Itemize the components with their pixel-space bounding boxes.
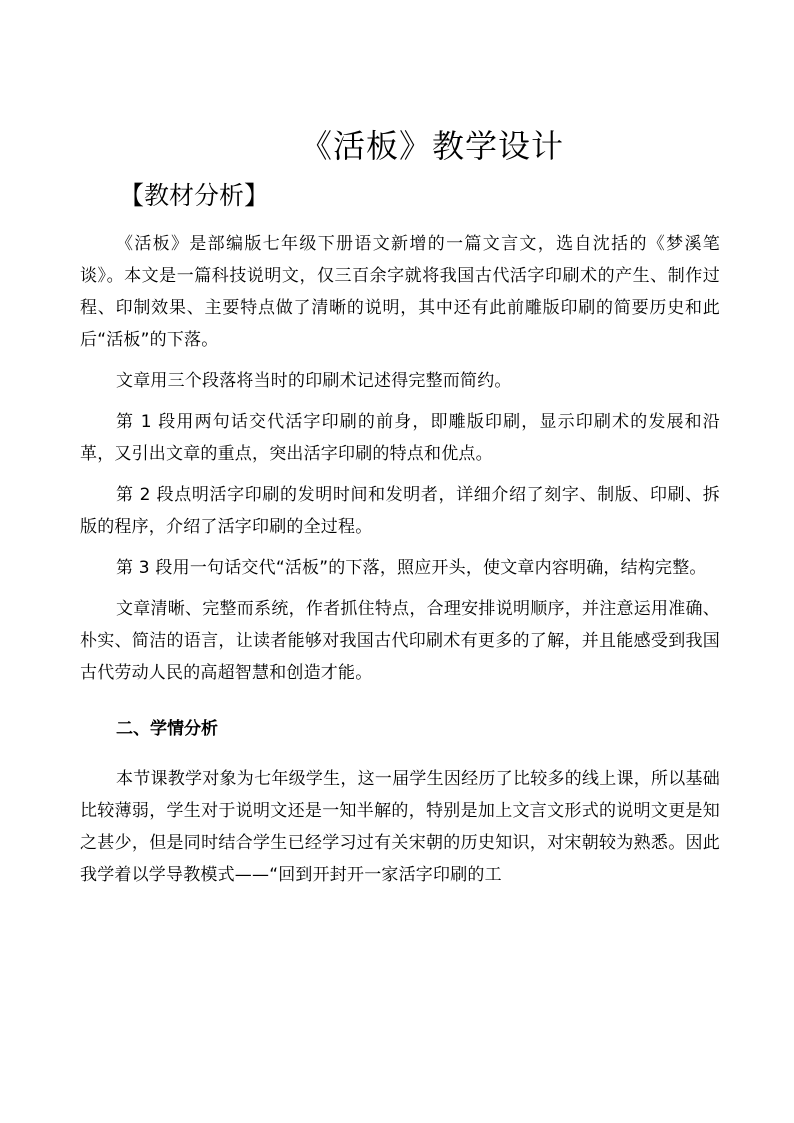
section-heading-student-analysis: 二、学情分析 — [116, 719, 218, 739]
section-heading-textbook-analysis: 【教材分析】 — [119, 181, 270, 210]
paragraph: 第 2 段点明活字印刷的发明时间和发明者，详细介绍了刻字、制版、印刷、拆版的程序，介绍了活字印刷的全过程。 — [80, 485, 720, 537]
paragraph: 第 1 段用两句话交代活字印刷的前身，即雕版印刷，显示印刷术的发展和沿革，又引出文章的重点，突出活字印刷的特点和优点。 — [80, 412, 720, 464]
paragraph: 文章清晰、完整而系统，作者抓住特点，合理安排说明顺序，并注意运用准确、朴实、简洁的语言，让读者能够对我国古代印刷术有更多的了解，并且能感受到我国古代劳动人民的高超智慧和创造才能。 — [80, 599, 720, 683]
document-body — [80, 228, 720, 900]
paragraph: 文章用三个段落将当时的印刷术记述得完整而简约。 — [116, 371, 512, 391]
paragraph: 本节课教学对象为七年级学生，这一届学生因经历了比较多的线上课，所以基础比较薄弱，学生对于说明文还是一知半解的，特别是加上文言文形式的说明文更是知之甚少，但是同时结合学生已经学习过有关宋朝的历史知识，对宋朝较为熟悉。因此我学着以学导教模式——“回到开封开一家活字印刷的工 — [80, 769, 720, 885]
document-title: 《活板》教学设计 — [300, 127, 565, 165]
paragraph: 《活板》是部编版七年级下册语文新增的一篇文言文，选自沈括的《梦溪笔谈》。本文是一篇科技说明文，仅三百余字就将我国古代活字印刷术的产生、制作过程、印制效果、主要特点做了清晰的说明，其中还有此前雕版印刷的简要历史和此后“活板”的下落。 — [80, 234, 720, 350]
paragraph: 第 3 段用一句话交代“活板”的下落，照应开头，使文章内容明确，结构完整。 — [116, 558, 707, 578]
